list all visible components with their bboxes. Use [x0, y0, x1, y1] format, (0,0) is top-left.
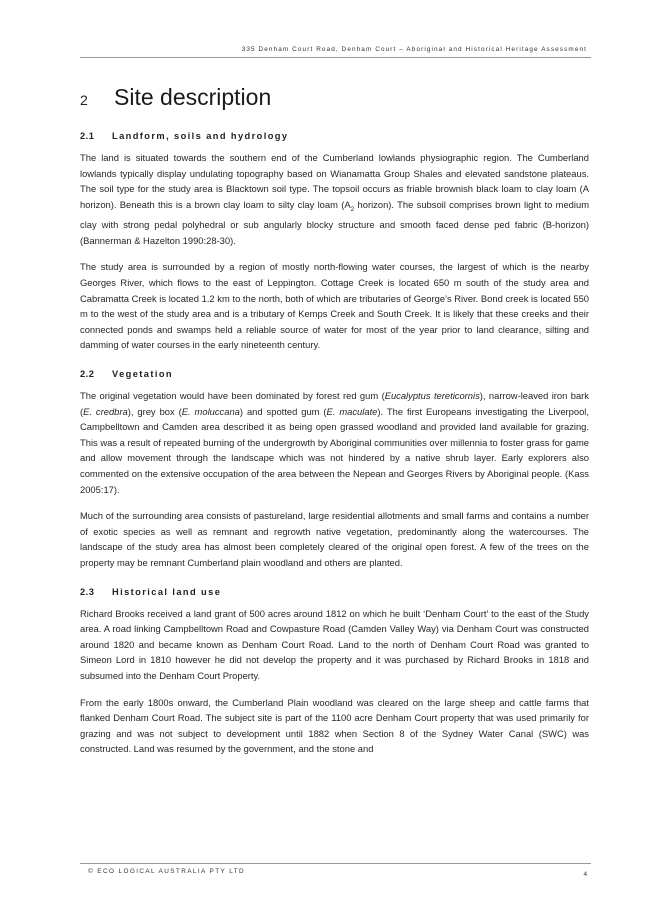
- text-run: horizon). The subsoil comprises brown light to medium clay with strong pedal polyhedral or sub angularly blocky structure and smooth faced dense ped fabric (B-horizon) (Bannerman & Hazelton 1990:28-30).: [80, 198, 590, 246]
- footer-company: © ECO LOGICAL AUSTRALIA PTY LTD: [88, 868, 246, 875]
- page-number: 4: [583, 871, 587, 878]
- paragraph: Richard Brooks received a land grant of 500 acres around 1812 on which he built ‘Denham Court’ to the east of the Study area. A road linking Campbelltown Road and Cowpasture Road (Camden Valley Way) via Denham Court was constructed around 1820 and became known as Denham Court Road. Land to the north of Denham Court Road was granted to Simeon Lord in 1810 however he did not develop the property and it was purchased by Richard Brooks in 1818 and subsumed into the Denham Court Property.: [80, 607, 589, 681]
- subsection-heading: [80, 587, 589, 597]
- section-title: Site description: [114, 84, 272, 110]
- subsection-vegetation: [80, 369, 589, 571]
- subsection-number: 2.3: [80, 586, 95, 597]
- subsection-title: Historical land use: [112, 586, 222, 597]
- paragraph: Much of the surrounding area consists of pastureland, large residential allotments and small farms and contains a number of exotic species as well as remnant and regrowth native vegetation, predominantly along the watercourses. The landscape of the study area has almost been completely cleared of the original open forest. A few of the trees on the property may be remnant Cumberland plain woodland and others are planted.: [80, 510, 589, 568]
- subsection-title: Vegetation: [112, 369, 174, 379]
- subsection-land-use: [80, 587, 589, 757]
- section-number: 2: [80, 92, 88, 108]
- text-run: The original vegetation would have been dominated by forest red gum (: [80, 390, 385, 401]
- paragraph: [80, 388, 589, 497]
- species-name: E. moluccana: [181, 405, 240, 417]
- species-name: Eucalyptus tereticornis: [384, 390, 480, 401]
- subsection-heading: [80, 131, 589, 141]
- running-header: 335 Denham Court Road, Denham Court – Aboriginal and Historical Heritage Assessment: [241, 46, 587, 53]
- section-heading: [80, 84, 271, 114]
- subsection-landform: [80, 131, 589, 353]
- text-run: ), narrow-leaved iron bark (: [80, 390, 589, 417]
- subsection-number: 2.2: [80, 369, 95, 379]
- subsection-title: Landform, soils and hydrology: [112, 131, 289, 141]
- paragraph: From the early 1800s onward, the Cumberland Plain woodland was cleared on the large sheep and cattle farms that flanked Denham Court Road. The subject site is part of the 1100 acre Denham Court property that was used primarily for grazing and was not subject to development until 1882 when Section 8 of the Sydney Water Canal (SWC) was constructed. Land was resumed by the government, and the stone and: [80, 696, 589, 755]
- subsection-number: 2.1: [80, 131, 95, 141]
- footer-divider: [80, 863, 591, 864]
- species-name: E. maculate: [326, 405, 378, 417]
- paragraph: The study area is surrounded by a region of mostly north-flowing water courses, the largest of which is the nearby Georges River, which flows to the east of Leppington. Cottage Creek is located 650 m south of the study area and Cabramatta Creek is located 1.2 km to the north, both of which are tributaries of George’s River. Bond creek is located 550 m to the west of the study area and is a tributary of Kemps Creek and South Creek. It is likely that these creeks and their connected ponds and swamps held a reliable source of water for most of the year prior to land clearance, silting and damming of water courses in the early nineteenth century.: [80, 261, 589, 351]
- subsection-heading: [80, 369, 589, 379]
- text-run: The land is situated towards the southern end of the Cumberland lowlands physiographic region. The Cumberland lowlands typically display undulating topography based on Wianamatta Group Shales and elevated sandstone plateaus. The soil type for the study area is Blacktown soil type. The topsoil occurs as friable brownish black loam to clay loam (A horizon). Beneath this is a brown clay loam to silty clay loam (A: [80, 152, 589, 210]
- page-content: [80, 131, 589, 768]
- paragraph: [80, 150, 589, 248]
- species-name: E. credbra: [83, 405, 128, 417]
- subscript: 2: [350, 205, 355, 213]
- text-run: ), grey box (: [127, 405, 182, 417]
- text-run: ). The first Europeans investigating the Liverpool, Campbelltown and Camden area described it as being open grassed woodland and provided land available for grazing. This was a result of repeated burning of the undergrowth by Aboriginal communities over millennia to foster grass for game and allow movement through the landscape which was not hindered by a native shrub layer. Early explorers also commented on the extensive occupation of the area between the Nepean and Georges Rivers by Aboriginal people. (Kass 2005:17).: [80, 405, 589, 495]
- header-divider: [80, 57, 591, 58]
- text-run: ) and spotted gum (: [239, 405, 327, 417]
